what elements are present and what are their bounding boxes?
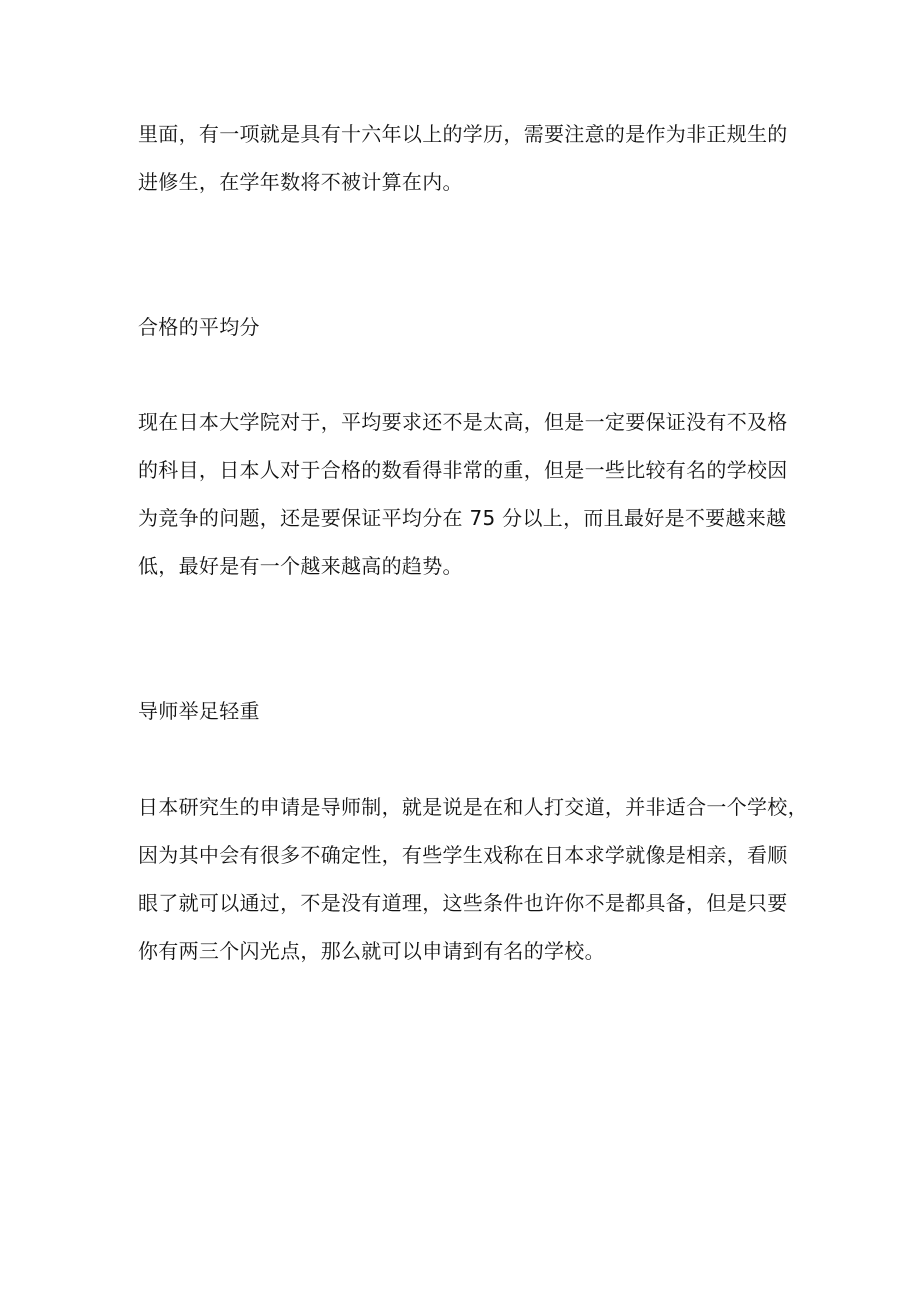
paragraph-1-line-1: 里面，有一项就是具有十六年以上的学历，需要注意的是作为非正规生的 [138, 122, 788, 146]
paragraph-2-line-1: 现在日本大学院对于，平均要求还不是太高，但是一定要保证没有不及格 [138, 410, 788, 434]
section-heading-average-score: 合格的平均分 [138, 315, 260, 339]
paragraph-3-line-1: 日本研究生的申请是导师制，就是说是在和人打交道，并非适合一个学校， [138, 795, 808, 819]
section-heading-advisor: 导师举足轻重 [138, 699, 260, 723]
paragraph-2-line-2: 的科目，日本人对于合格的数看得非常的重，但是一些比较有名的学校因 [138, 458, 788, 482]
paragraph-1-line-2: 进修生，在学年数将不被计算在内。 [138, 170, 463, 194]
paragraph-2-line-4: 低，最好是有一个越来越高的趋势。 [138, 554, 463, 578]
paragraph-3-line-2: 因为其中会有很多不确定性，有些学生戏称在日本求学就像是相亲，看顺 [138, 843, 788, 867]
paragraph-3-line-4: 你有两三个闪光点，那么就可以申请到有名的学校。 [138, 939, 605, 963]
paragraph-2-line-3: 为竞争的问题，还是要保证平均分在 75 分以上，而且最好是不要越来越 [138, 506, 787, 530]
paragraph-3-line-3: 眼了就可以通过，不是没有道理，这些条件也许你不是都具备，但是只要 [138, 891, 788, 915]
